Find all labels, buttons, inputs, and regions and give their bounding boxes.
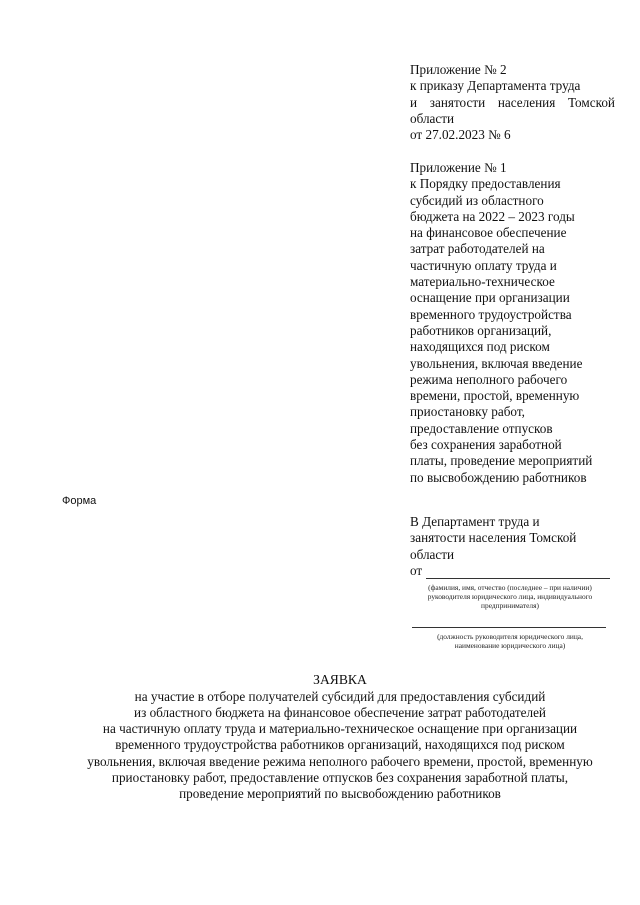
appendix-1-line: предоставление отпусков bbox=[410, 420, 553, 436]
addressee-line: занятости населения Томской bbox=[410, 530, 577, 546]
appendix-1-line: оснащение при организации bbox=[410, 290, 570, 306]
appendix-1-line: бюджета на 2022 – 2023 годы bbox=[410, 208, 575, 224]
appendix-1-line: находящихся под риском bbox=[410, 339, 550, 355]
title-line: проведение мероприятий по высвобождению работников bbox=[179, 785, 501, 801]
applicant-name-blank[interactable] bbox=[426, 565, 610, 579]
appendix-1-line: по высвобождению работников bbox=[410, 469, 587, 485]
position-blank-line[interactable] bbox=[412, 627, 606, 628]
appendix-1-line: частичную оплату труда и bbox=[410, 257, 557, 273]
applicant-caption bbox=[400, 583, 620, 611]
from-field-row bbox=[410, 563, 610, 579]
title-line: из областного бюджета на финансовое обеспечение затрат работодателей bbox=[134, 704, 546, 720]
appendix-1-line: приостановку работ, bbox=[410, 404, 525, 420]
title-line: увольнения, включая введение режима неполного рабочего времени, простой, временную bbox=[87, 753, 593, 769]
appendix-1-line: к Порядку предоставления bbox=[410, 176, 561, 192]
appendix-1-line: работников организаций, bbox=[410, 322, 552, 338]
position-caption bbox=[400, 632, 620, 650]
title-line: на участие в отборе получателей субсидий для предоставления субсидий bbox=[134, 688, 546, 704]
position-caption-line: (должность руководителя юридического лица, bbox=[437, 632, 583, 641]
title-line: на частичную оплату труда и материально-техническое оснащение при организации bbox=[102, 721, 578, 737]
appendix-2-line: Приложение № 2 bbox=[410, 62, 507, 77]
appendix-2-line: к приказу Департамента труда bbox=[410, 78, 581, 94]
addressee-line: области bbox=[410, 546, 455, 562]
appendix-1-line: времени, простой, временную bbox=[410, 388, 580, 404]
appendix-1-line: материально-техническое bbox=[410, 274, 555, 290]
addressee-line: В Департамент труда и bbox=[410, 514, 540, 529]
appendix-1-line: затрат работодателей на bbox=[410, 241, 545, 257]
appendix-2-header bbox=[410, 62, 615, 143]
appendix-1-line: режима неполного рабочего bbox=[410, 371, 568, 387]
appendix-1-line: Приложение № 1 bbox=[410, 160, 507, 175]
appendix-1-line: без сохранения заработной bbox=[410, 437, 562, 453]
title-line: временного трудоустройства работников организаций, находящихся под риском bbox=[115, 737, 565, 753]
title-heading: ЗАЯВКА bbox=[313, 672, 367, 687]
title-line: приостановку работ, предоставление отпусков без сохранения заработной платы, bbox=[111, 769, 569, 785]
appendix-2-line: и занятости населения Томской bbox=[410, 94, 615, 110]
applicant-caption-line: (фамилия, имя, отчество (последнее – при наличии) bbox=[428, 583, 592, 592]
addressee-block bbox=[410, 514, 615, 563]
appendix-2-line: от 27.02.2023 № 6 bbox=[410, 127, 511, 143]
appendix-1-line: увольнения, включая введение bbox=[410, 355, 583, 371]
appendix-1-line: субсидий из областного bbox=[410, 192, 544, 208]
appendix-1-line: на финансовое обеспечение bbox=[410, 225, 567, 241]
applicant-caption-line: предпринимателя) bbox=[481, 601, 539, 611]
appendix-2-line: области bbox=[410, 110, 455, 126]
application-title bbox=[40, 672, 640, 802]
position-caption-line: наименование юридического лица) bbox=[454, 641, 566, 651]
form-label: Форма bbox=[62, 495, 97, 507]
appendix-1-line: временного трудоустройства bbox=[410, 306, 572, 322]
applicant-caption-line: руководителя юридического лица, индивидуального bbox=[427, 592, 593, 602]
appendix-1-line: платы, проведение мероприятий bbox=[410, 453, 593, 469]
from-label: от bbox=[410, 563, 423, 578]
appendix-1-header bbox=[410, 160, 615, 486]
